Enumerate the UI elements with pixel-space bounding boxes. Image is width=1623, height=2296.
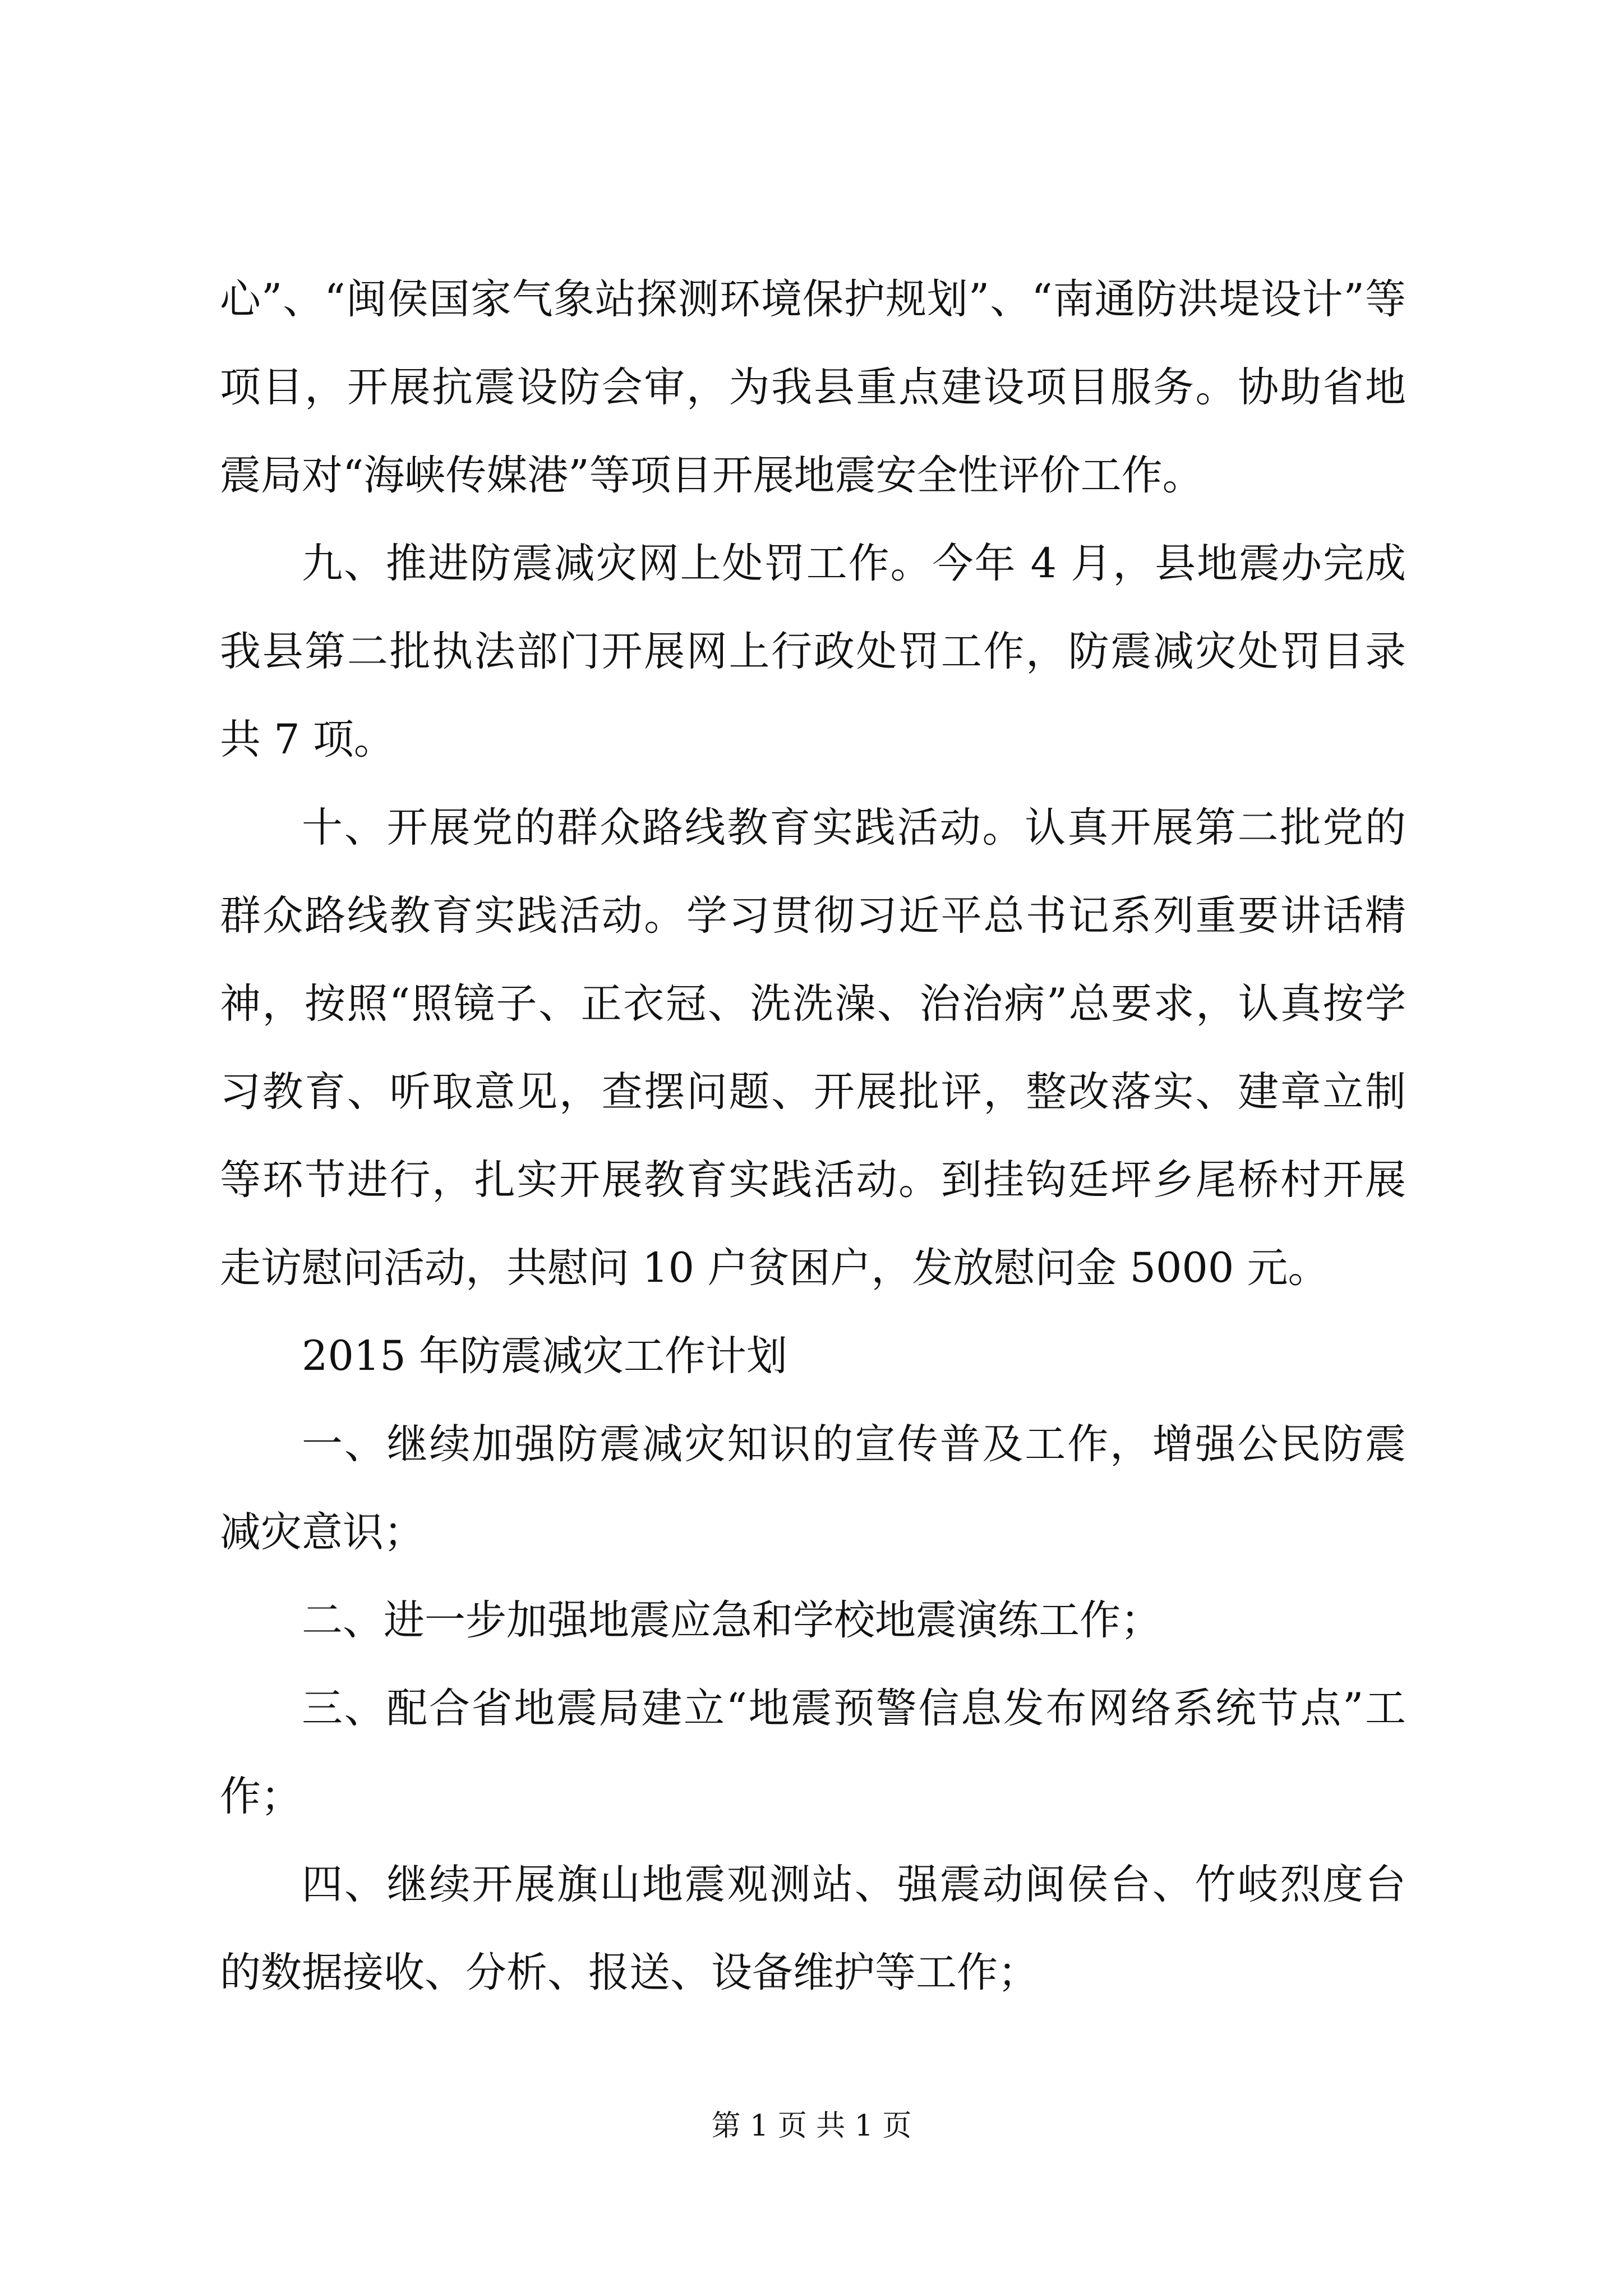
- plan-item-2: 二、进一步加强地震应急和学校地震演练工作；: [302, 1596, 1161, 1644]
- document-body: [220, 255, 1406, 2017]
- plan-item-3: 三、配合省地震局建立“地震预警信息发布网络系统节点”工作；: [220, 1685, 1406, 1820]
- paragraph-continuation: 心”、“闽侯国家气象站探测环境保护规划”、“南通防洪堤设计”等项目，开展抗震设防会审，为我县重点建设项目服务。协助省地震局对“海峡传媒港”等项目开展地震安全性评价工作。: [220, 275, 1406, 499]
- paragraph-item-9: 九、推进防震减灾网上处罚工作。今年 4 月，县地震办完成我县第二批执法部门开展网上行政处罚工作，防震减灾处罚目录共 7 项。: [220, 540, 1406, 763]
- plan-item-4: 四、继续开展旗山地震观测站、强震动闽侯台、竹岐烈度台的数据接收、分析、报送、设备维护等工作；: [220, 1861, 1406, 1996]
- plan-item-1: 一、继续加强防震减灾知识的宣传普及工作，增强公民防震减灾意识；: [220, 1420, 1406, 1556]
- paragraph-item-10: 十、开展党的群众路线教育实践活动。认真开展第二批党的群众路线教育实践活动。学习贯彻习近平总书记系列重要讲话精神，按照“照镜子、正衣冠、洗洗澡、治治病”总要求，认真按学习教育、听取意见，查摆问题、开展批评，整改落实、建章立制等环节进行，扎实开展教育实践活动。到挂钩廷坪乡尾桥村开展走访慰问活动，共慰问 10 户贫困户，发放慰问金 5000 元。: [220, 804, 1406, 1292]
- section-heading: 2015 年防震减灾工作计划: [302, 1332, 787, 1380]
- page-footer: 第 1 页 共 1 页: [711, 2109, 912, 2143]
